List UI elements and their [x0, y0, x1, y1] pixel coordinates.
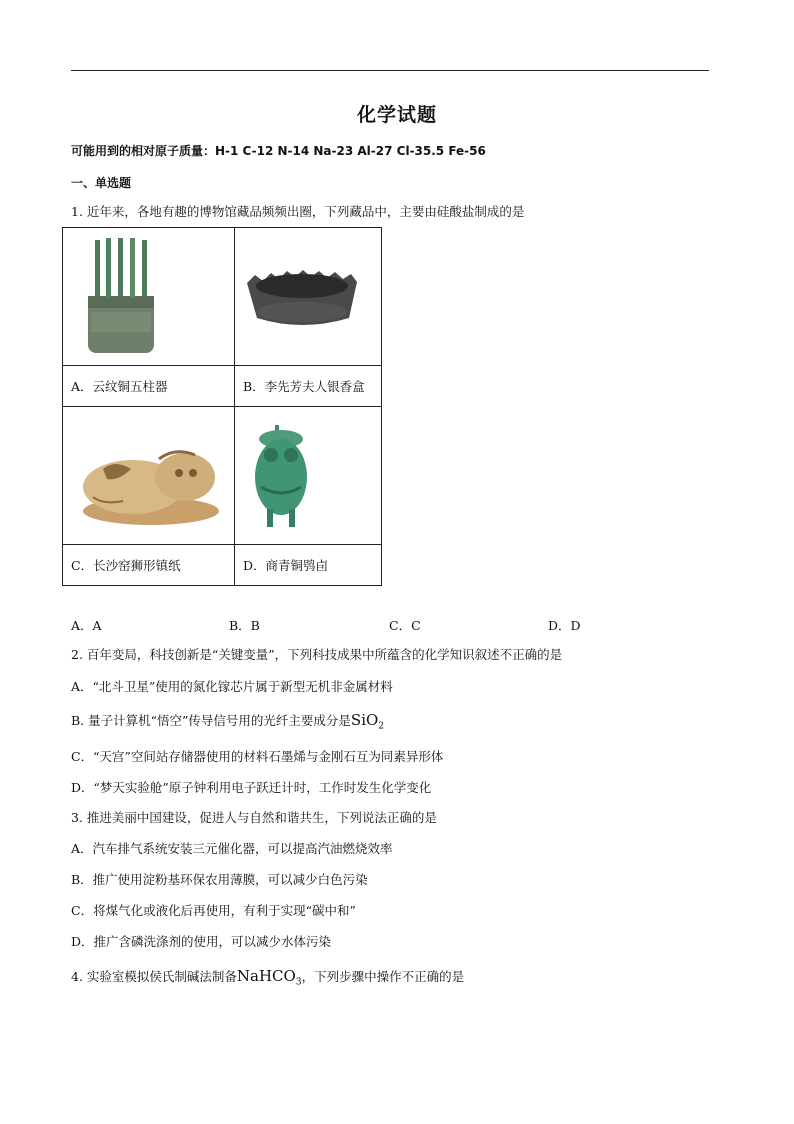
q3-option-c: C．将煤气化或液化后再使用，有利于实现“碳中和”: [71, 903, 356, 918]
header-rule: [71, 70, 709, 71]
choice-a[interactable]: A．A: [71, 618, 102, 633]
item-c-caption: C．长沙窑狮形镇纸: [63, 545, 235, 586]
q2-option-c: C．“天宫”空间站存储器使用的材料石墨烯与金刚石互为同素异形体: [71, 749, 444, 764]
q2-option-b-text: B. 量子计算机“悟空”传导信号用的光纤主要成分是: [71, 713, 351, 728]
item-b-caption: B．李先芳夫人银香盒: [235, 366, 382, 407]
q2-option-a: A．“北斗卫星”使用的氮化镓芯片属于新型无机非金属材料: [71, 679, 393, 694]
item-d-caption: D．商青铜鸮卣: [235, 545, 382, 586]
q1-items-table: [62, 227, 382, 586]
choice-b[interactable]: B．B: [229, 618, 260, 633]
item-a-caption: A．云纹铜五柱器: [63, 366, 235, 407]
item-d-image-cell: [235, 407, 382, 545]
bronze-five-pillar-vessel-icon: [63, 228, 234, 361]
choice-c[interactable]: C．C: [389, 618, 421, 633]
ceramic-lion-paperweight-icon: [63, 407, 234, 540]
q4-stem-prefix: 4. 实验室模拟侯氏制碱法制备: [71, 969, 237, 984]
sio2-formula: SiO: [350, 711, 379, 729]
q3-option-b: B．推广使用淀粉基环保农用薄膜，可以减少白色污染: [71, 872, 368, 887]
section-heading: 一、单选题: [71, 176, 132, 190]
nahco3-formula: NaHCO: [236, 967, 296, 985]
q4-stem: [71, 967, 464, 992]
q2-option-b: [71, 711, 384, 736]
sio2-subscript: 2: [378, 721, 385, 732]
item-b-image-cell: [235, 228, 382, 366]
q1-stem: 1. 近年来，各地有趣的博物馆藏品频频出圈，下列藏品中，主要由硅酸盐制成的是: [71, 204, 525, 219]
q4-stem-suffix: ，下列步骤中操作不正确的是: [301, 969, 465, 984]
q3-option-a: A．汽车排气系统安装三元催化器，可以提高汽油燃烧效率: [71, 841, 393, 856]
choice-d[interactable]: D．D: [548, 618, 581, 633]
q3-option-d: D．推广含磷洗涤剂的使用，可以减少水体污染: [71, 934, 332, 949]
item-c-image-cell: [63, 407, 235, 545]
nahco3-subscript: 3: [295, 977, 302, 988]
item-a-image-cell: [63, 228, 235, 366]
q2-option-d: D．“梦天实验舱”原子钟利用电子跃迁计时，工作时发生化学变化: [71, 780, 432, 795]
q3-stem: 3. 推进美丽中国建设，促进人与自然和谐共生，下列说法正确的是: [71, 810, 437, 825]
silver-incense-box-icon: [235, 228, 381, 361]
q2-stem: 2. 百年变局，科技创新是“关键变量”，下列科技成果中所蕴含的化学知识叙述不正确的是: [71, 647, 563, 662]
bronze-owl-vessel-icon: [235, 407, 381, 540]
atomic-masses-line: 可能用到的相对原子质量：H-1 C-12 N-14 Na-23 Al-27 Cl-35.5 Fe-56: [71, 144, 486, 158]
page-title: 化学试题: [356, 104, 437, 126]
